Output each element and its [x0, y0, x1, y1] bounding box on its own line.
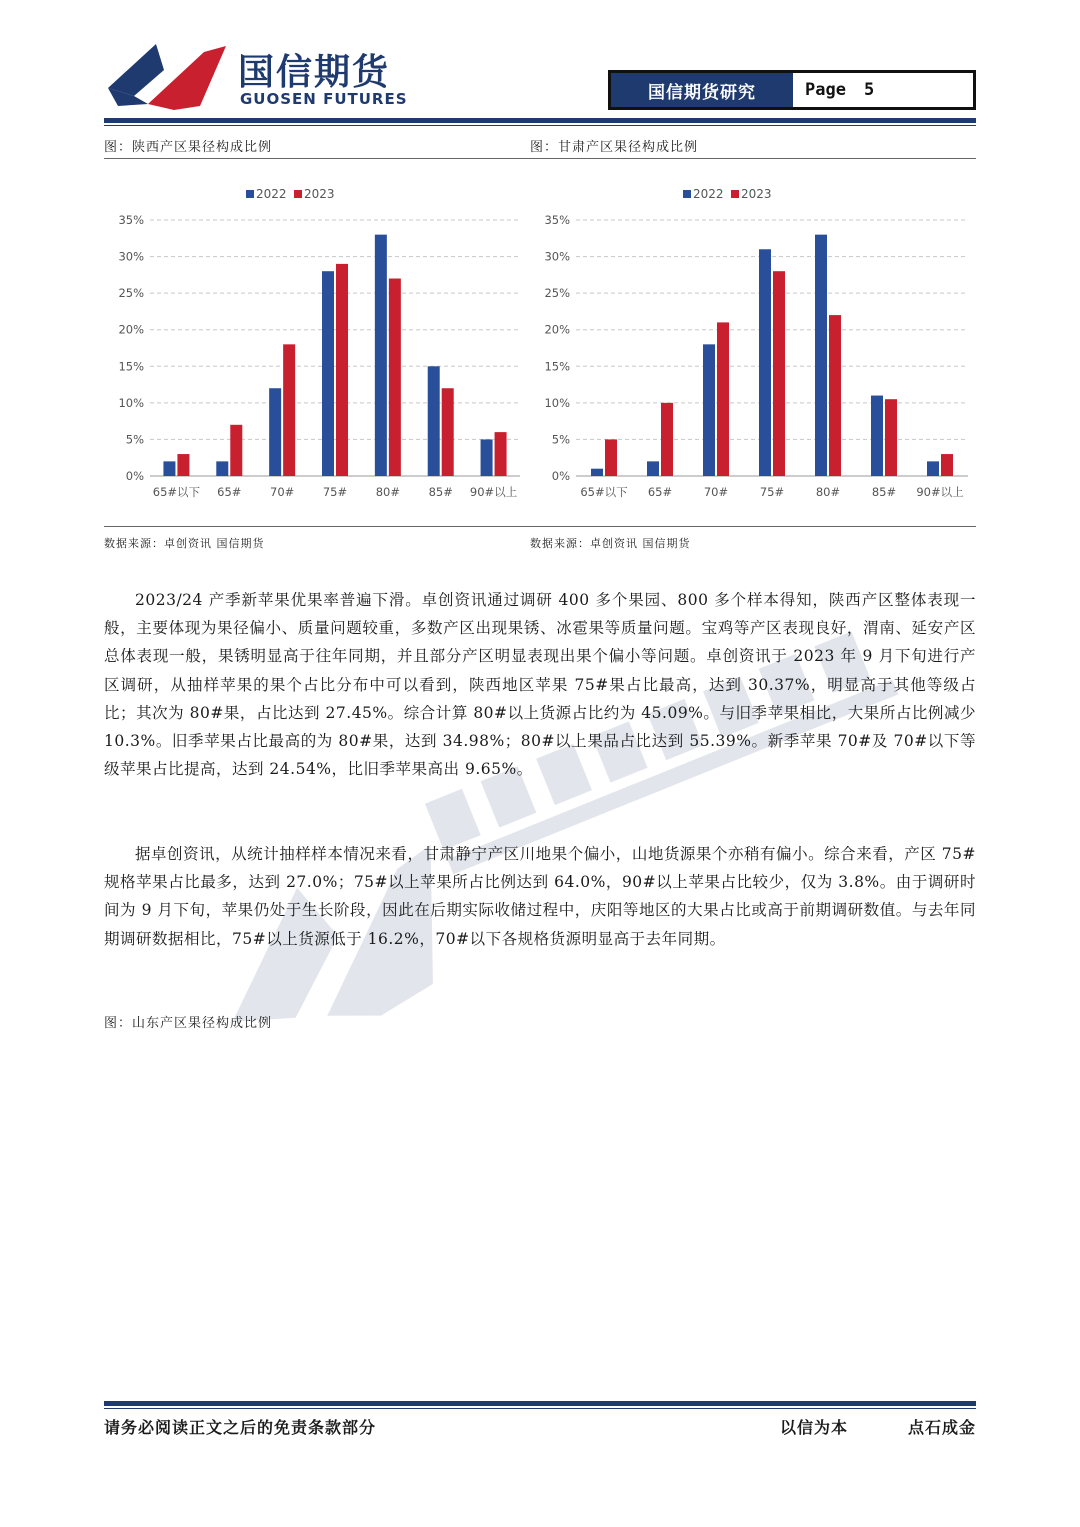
y-tick-label: 10%: [118, 395, 144, 410]
x-tick-label: 65#: [647, 485, 673, 499]
bar-2023-0: [177, 454, 189, 476]
x-tick-label: 85#: [428, 485, 453, 499]
y-tick-label: 5%: [551, 432, 570, 447]
legend-swatch-2022: [683, 190, 691, 198]
x-tick-label: 65#以下: [152, 485, 201, 499]
legend-label-2022: 2022: [693, 187, 724, 201]
y-tick-label: 20%: [544, 322, 570, 337]
figure-caption-shandong: 图：山东产区果径构成比例: [104, 1016, 273, 1031]
bar-2022-1: [647, 461, 659, 476]
bar-2023-5: [885, 399, 897, 476]
bar-2023-4: [829, 315, 841, 476]
slogan-part-2: 点石成金: [907, 1418, 976, 1437]
bar-2022-6: [481, 439, 493, 476]
figure-caption-gansu: 图：甘肃产区果径构成比例: [530, 140, 699, 155]
bar-2022-0: [591, 469, 603, 476]
bar-2023-1: [230, 425, 242, 476]
y-tick-label: 0%: [125, 469, 144, 483]
bar-2022-2: [703, 344, 715, 476]
bar-2023-1: [661, 403, 673, 476]
figure-source-shaanxi: 数据来源：卓创资讯 国信期货: [104, 537, 265, 550]
shaanxi-bar-chart: [104, 176, 528, 508]
bar-2022-4: [815, 235, 827, 476]
caption-divider: [104, 158, 976, 159]
bar-2023-3: [773, 271, 785, 476]
disclaimer-notice: 请务必阅读正文之后的免责条款部分: [104, 1418, 377, 1437]
paragraph-gansu: 据卓创资讯，从统计抽样样本情况来看，甘肃静宁产区川地果个偏小，山地货源果个亦稍有偏小。综合来看，产区 75#规格苹果占比最多，达到 27.0%；75#以上苹果所占比例达到 64.0%，90#以上苹果占比较少，仅为 3.8%。由于调研时间为 9 月下旬，苹果仍处于生长阶段，因此在后期实际收储过程中，庆阳等地区的大果占比或高于前期调研数值。与去年同期调研数据相比，75#以上货源低于 16.2%，70#以下各规格货源明显高于去年同期。: [104, 845, 976, 948]
company-name-en: GUOSEN FUTURES: [240, 90, 408, 108]
bar-2023-6: [941, 454, 953, 476]
figure-caption-shaanxi: 图：陕西产区果径构成比例: [104, 140, 273, 155]
x-tick-label: 75#: [759, 485, 785, 499]
x-tick-label: 75#: [322, 485, 348, 499]
bar-2023-2: [717, 322, 729, 476]
legend-swatch-2023: [731, 190, 739, 198]
page-number: 5: [863, 80, 875, 100]
y-tick-label: 30%: [544, 249, 570, 264]
x-tick-label: 90#以上: [916, 485, 964, 499]
figure-source-gansu: 数据来源：卓创资讯 国信期货: [530, 537, 691, 550]
y-tick-label: 0%: [551, 469, 570, 483]
paragraph-shaanxi: 2023/24 产季新苹果优果率普遍下滑。卓创资讯通过调研 400 多个果园、800 多个样本得知，陕西产区整体表现一般，主要体现为果径偏小、质量问题较重，多数产区出现果锈、冰雹果等质量问题。宝鸡等产区表现良好，渭南、延安产区总体表现一般，果锈明显高于往年同期，并且部分产区明显表现出果个偏小等问题。卓创资讯于 2023 年 9 月下旬进行产区调研，从抽样苹果的果个占比分布中可以看到，陕西地区苹果 75#果占比最高，达到 30.37%，明显高于其他等级占比；其次为 80#果，占比达到 27.45%。综合计算 80#以上货源占比约为 45.09%。与旧季苹果相比，大果所占比例减少 10.3%。旧季苹果占比最高的为 80#果，达到 34.98%；80#以上果品占比达到 55.39%。新季苹果 70#及 70#以下等级苹果占比提高，达到 24.54%，比旧季苹果高出 9.65%。: [104, 591, 976, 779]
x-tick-label: 70#: [270, 485, 295, 499]
chart-1-legend: [683, 187, 772, 201]
research-banner: [608, 70, 976, 110]
x-tick-label: 85#: [871, 485, 897, 499]
chart-0-legend: [246, 187, 335, 201]
x-tick-label: 90#以上: [469, 485, 518, 499]
y-tick-label: 20%: [118, 322, 144, 337]
page-label: Page: [805, 80, 846, 100]
company-name-cn: 国信期货: [238, 52, 391, 93]
bar-2022-4: [375, 235, 387, 476]
page-indicator: [793, 73, 973, 107]
legend-label-2023: 2023: [304, 187, 335, 201]
y-tick-label: 15%: [544, 359, 570, 374]
footer-divider: [104, 1401, 976, 1406]
research-label: 国信期货研究: [611, 73, 793, 107]
y-tick-label: 15%: [118, 359, 144, 374]
legend-swatch-2023: [294, 190, 302, 198]
footer-divider-thin: [104, 1408, 976, 1409]
legend-label-2023: 2023: [741, 187, 772, 201]
bar-2022-6: [927, 461, 939, 476]
x-tick-label: 65#以下: [580, 485, 628, 499]
bar-2023-0: [605, 439, 617, 476]
bar-2023-2: [283, 344, 295, 476]
bar-2023-5: [442, 388, 454, 476]
company-slogan: [780, 1415, 976, 1438]
header-divider: [104, 118, 976, 123]
bar-2023-4: [389, 279, 401, 476]
legend-swatch-2022: [246, 190, 254, 198]
bar-2022-3: [322, 271, 334, 476]
y-tick-label: 5%: [125, 432, 144, 447]
bar-2022-5: [428, 366, 440, 476]
y-tick-label: 25%: [544, 286, 570, 301]
bar-2023-6: [495, 432, 507, 476]
gansu-bar-chart: [530, 176, 976, 508]
legend-label-2022: 2022: [256, 187, 287, 201]
y-tick-label: 35%: [118, 213, 144, 227]
header-divider-thin: [104, 125, 976, 126]
y-tick-label: 10%: [544, 395, 570, 410]
x-tick-label: 70#: [703, 485, 729, 499]
bar-2022-2: [269, 388, 281, 476]
bar-2022-5: [871, 396, 883, 476]
y-tick-label: 30%: [118, 249, 144, 264]
x-tick-label: 65#: [217, 485, 242, 499]
bar-2022-0: [163, 461, 175, 476]
slogan-part-1: 以信为本: [780, 1418, 849, 1437]
y-tick-label: 35%: [544, 213, 570, 227]
source-divider: [104, 526, 976, 527]
bar-2022-1: [216, 461, 228, 476]
bar-2023-3: [336, 264, 348, 476]
x-tick-label: 80#: [375, 485, 400, 499]
bar-2022-3: [759, 249, 771, 476]
company-logo-icon: [104, 40, 230, 112]
y-tick-label: 25%: [118, 286, 144, 301]
x-tick-label: 80#: [815, 485, 841, 499]
